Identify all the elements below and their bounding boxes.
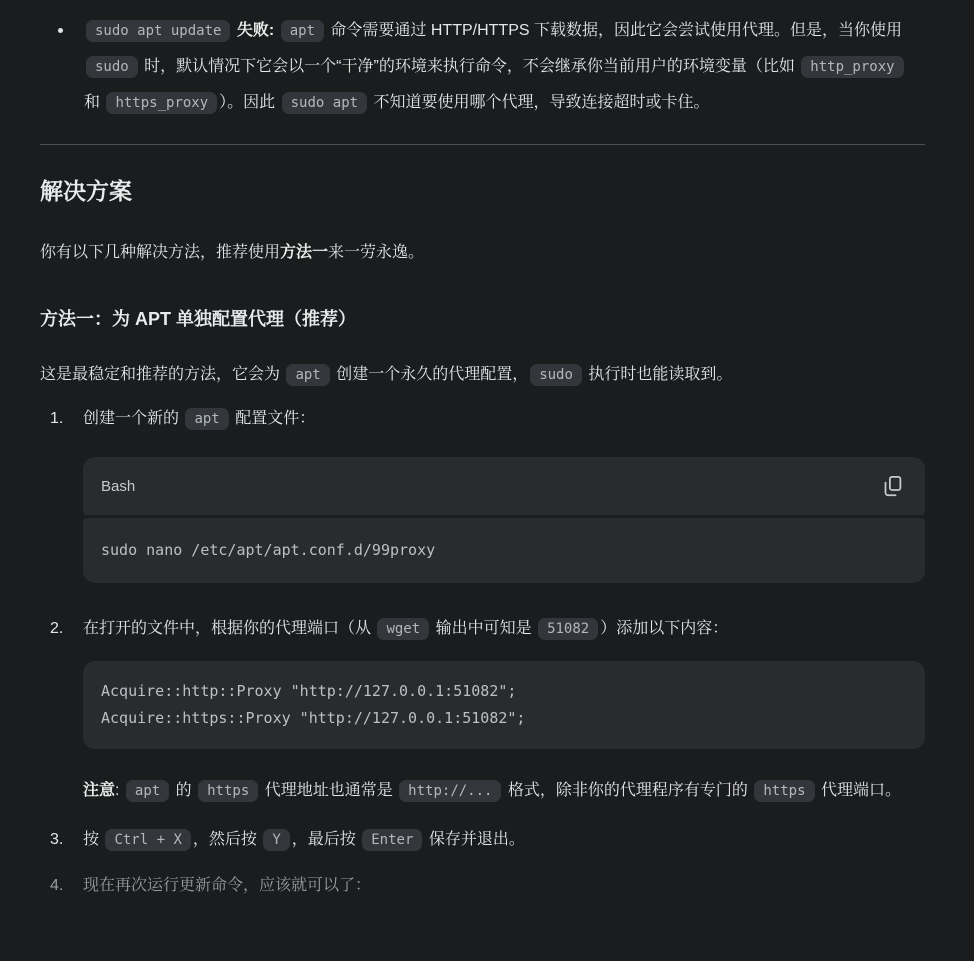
step-number: 3. bbox=[50, 831, 64, 848]
inline-code-chip: apt bbox=[286, 364, 329, 386]
section-heading: 解决方案 bbox=[40, 178, 132, 204]
copy-code-button[interactable] bbox=[881, 474, 903, 498]
bold-text: 方法一 bbox=[280, 244, 329, 261]
code-text: Acquire::http::Proxy "http://127.0.0.1:51082"; bbox=[101, 682, 517, 700]
text-segment: 和 bbox=[84, 94, 105, 111]
method-heading: 方法一：为 APT 单独配置代理（推荐） bbox=[40, 309, 357, 329]
inline-code-chip: sudo apt bbox=[282, 92, 367, 114]
inline-code-chip: 51082 bbox=[538, 618, 598, 640]
intro-paragraph bbox=[40, 235, 925, 270]
code-text: Acquire::https::Proxy "http://127.0.0.1:51082"; bbox=[101, 709, 526, 727]
list-item bbox=[84, 13, 925, 121]
inline-code-chip: https bbox=[754, 780, 814, 802]
text-segment: 创建一个新的 bbox=[83, 410, 184, 427]
text-segment: 代理端口。 bbox=[816, 782, 901, 799]
inline-code-chip: apt bbox=[126, 780, 169, 802]
code-text: sudo nano /etc/apt/apt.conf.d/99proxy bbox=[101, 541, 436, 559]
inline-code-chip: apt bbox=[281, 20, 324, 42]
text-segment: ）。因此 bbox=[219, 94, 280, 111]
inline-code-chip: Y bbox=[263, 829, 289, 851]
text-segment: 执行时也能读取到。 bbox=[583, 366, 733, 383]
text-segment: 现在再次运行更新命令，应该就可以了： bbox=[83, 877, 372, 894]
inline-code-chip: sudo apt update bbox=[86, 20, 230, 42]
text-segment: ，最后按 bbox=[291, 831, 361, 848]
step-number: 2. bbox=[50, 620, 64, 637]
text-segment: 你有以下几种解决方法，推荐使用 bbox=[40, 244, 281, 261]
step-number: 1. bbox=[50, 410, 64, 427]
code-block bbox=[83, 661, 925, 749]
method-description bbox=[40, 357, 925, 393]
text-segment: 格式，除非你的代理程序有专门的 bbox=[503, 782, 753, 799]
bullet-list bbox=[40, 13, 925, 121]
note-paragraph bbox=[83, 773, 925, 809]
inline-code-chip: wget bbox=[377, 618, 429, 640]
text-segment: 在打开的文件中，根据你的代理端口（从 bbox=[83, 620, 376, 637]
text-segment: 输出中可知是 bbox=[431, 620, 537, 637]
inline-code-chip: apt bbox=[185, 408, 228, 430]
text-segment: 代理地址也通常是 bbox=[260, 782, 398, 799]
inline-code-chip: sudo bbox=[530, 364, 582, 386]
code-block-body bbox=[83, 518, 925, 583]
text-segment: : bbox=[115, 782, 124, 799]
copy-icon bbox=[882, 475, 903, 498]
inline-code-chip: Ctrl + X bbox=[105, 829, 190, 851]
text-segment bbox=[274, 22, 278, 39]
code-block bbox=[83, 457, 925, 583]
bold-text: 失败: bbox=[236, 22, 275, 39]
step-item bbox=[50, 822, 925, 858]
text-segment: 命令需要通过 HTTP/HTTPS 下载数据，因此它会尝试使用代理。但是，当你使用 bbox=[325, 22, 902, 39]
text-segment: 保存并退出。 bbox=[424, 831, 525, 848]
inline-code-chip: http_proxy bbox=[801, 56, 903, 78]
inline-code-chip: http://... bbox=[399, 780, 501, 802]
text-segment: 按 bbox=[83, 831, 104, 848]
text-segment: 的 bbox=[171, 782, 197, 799]
step-item bbox=[50, 401, 925, 583]
inline-code-chip: https_proxy bbox=[106, 92, 217, 114]
step-item bbox=[50, 868, 925, 903]
code-language-label: Bash bbox=[101, 477, 136, 495]
numbered-steps-list bbox=[40, 401, 925, 903]
text-segment: 创建一个永久的代理配置， bbox=[331, 366, 529, 383]
text-segment: 来一劳永逸。 bbox=[328, 244, 425, 261]
text-segment: ，然后按 bbox=[192, 831, 262, 848]
step-item bbox=[50, 611, 925, 809]
text-segment: ）添加以下内容： bbox=[600, 620, 729, 637]
text-segment: 配置文件： bbox=[230, 410, 316, 427]
step-number: 4. bbox=[50, 877, 64, 894]
text-segment: 不知道要使用哪个代理，导致连接超时或卡住。 bbox=[369, 94, 710, 111]
text-segment: 这是最稳定和推荐的方法，它会为 bbox=[40, 366, 285, 383]
inline-code-chip: sudo bbox=[86, 56, 138, 78]
section-divider bbox=[40, 144, 925, 145]
inline-code-chip: Enter bbox=[362, 829, 422, 851]
text-segment: 时，默认情况下它会以一个“干净”的环境来执行命令，不会继承你当前用户的环境变量（比如 bbox=[139, 58, 800, 75]
bold-text: 注意 bbox=[83, 782, 116, 799]
code-block-header bbox=[83, 457, 925, 515]
bullet-dot bbox=[58, 28, 63, 33]
inline-code-chip: https bbox=[198, 780, 258, 802]
